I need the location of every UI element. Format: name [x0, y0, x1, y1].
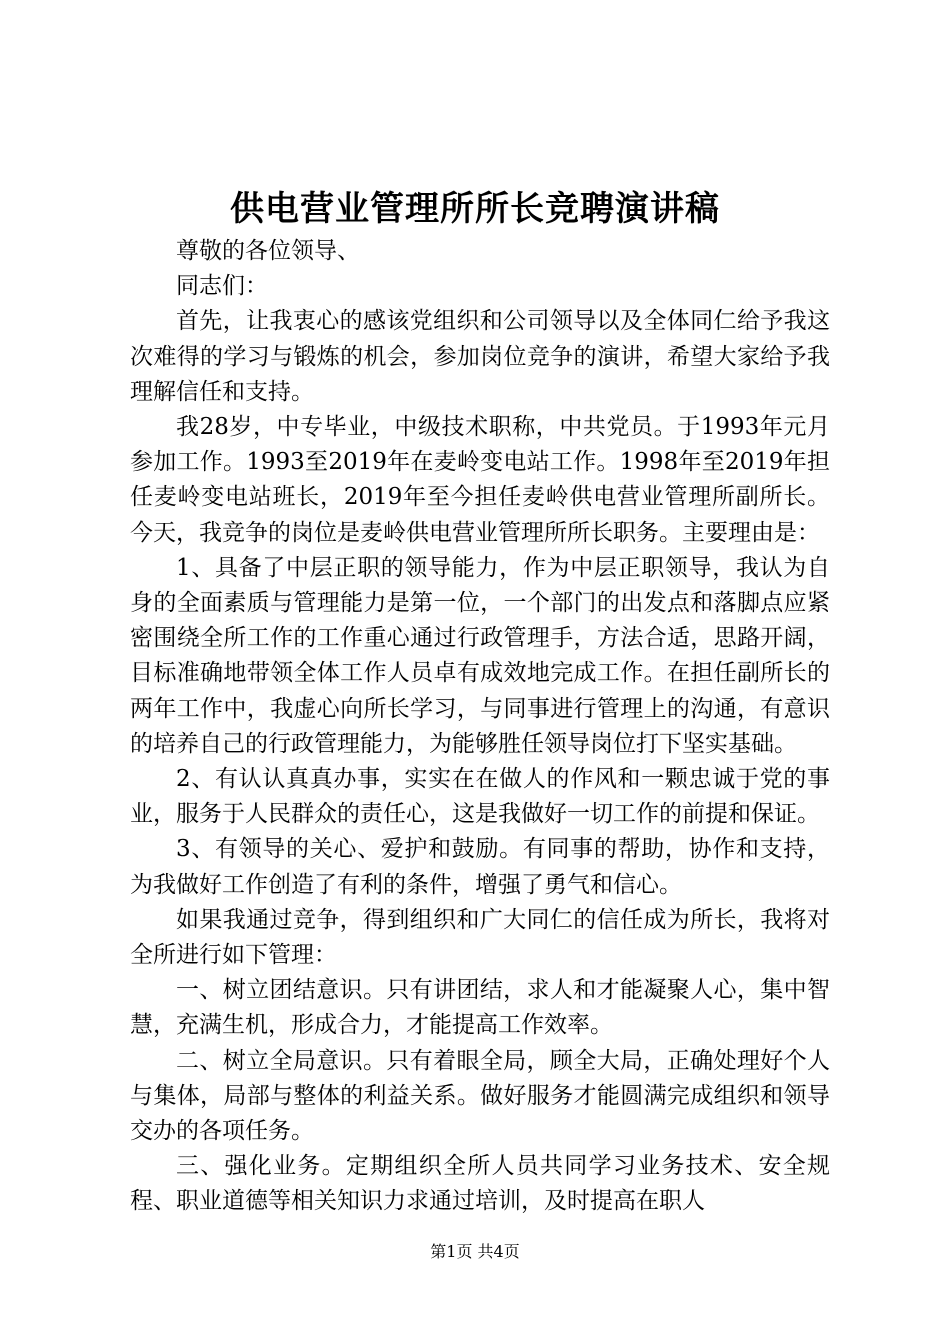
body-paragraph: 一、树立团结意识。只有讲团结，求人和才能凝聚人心，集中智慧，充满生机，形成合力，才能提高工作效率。 — [130, 977, 830, 1039]
body-paragraph: 三、强化业务。定期组织全所人员共同学习业务技术、安全规程、职业道德等相关知识力求通过培训，及时提高在职人 — [130, 1153, 830, 1215]
document-title: 供电营业管理所所长竞聘演讲稿 — [230, 189, 720, 229]
body-paragraph: 我28岁，中专毕业，中级技术职称，中共党员。于1993年元月参加工作。1993至2019年在麦岭变电站工作。1998年至2019年担任麦岭变电站班长，2019年至今担任麦岭供电营业管理所副所长。今天，我竞争的岗位是麦岭供电营业管理所所长职务。主要理由是： — [130, 414, 830, 546]
body-paragraph: 首先，让我衷心的感该党组织和公司领导以及全体同仁给予我这次难得的学习与锻炼的机会，参加岗位竞争的演讲，希望大家给予我理解信任和支持。 — [130, 308, 830, 405]
body-paragraph: 2、有认认真真办事，实实在在做人的作风和一颗忠诚于党的事业，服务于人民群众的责任心，这是我做好一切工作的前提和保证。 — [130, 766, 830, 828]
body-paragraph: 3、有领导的关心、爱护和鼓励。有同事的帮助，协作和支持，为我做好工作创造了有利的条件，增强了勇气和信心。 — [130, 836, 830, 898]
page-number-footer: 第1页 共4页 — [430, 1242, 520, 1261]
document-body — [130, 234, 830, 1220]
salutation-line: 尊敬的各位领导、 — [176, 238, 360, 264]
body-paragraph: 1、具备了中层正职的领导能力，作为中层正职领导，我认为自身的全面素质与管理能力是第一位，一个部门的出发点和落脚点应紧密围绕全所工作的工作重心通过行政管理手，方法合适，思路开阔，目标准确地带领全体工作人员卓有成效地完成工作。在担任副所长的两年工作中，我虚心向所长学习，与同事进行管理上的沟通，有意识的培养自己的行政管理能力，为能够胜任领导岗位打下坚实基础。 — [130, 554, 830, 757]
body-paragraph: 如果我通过竞争，得到组织和广大同仁的信任成为所长，我将对全所进行如下管理： — [130, 906, 830, 969]
body-paragraph: 二、树立全局意识。只有着眼全局，顾全大局，正确处理好个人与集体，局部与整体的利益关系。做好服务才能圆满完成组织和领导交办的各项任务。 — [130, 1047, 830, 1145]
salutation-line: 同志们： — [176, 273, 268, 300]
